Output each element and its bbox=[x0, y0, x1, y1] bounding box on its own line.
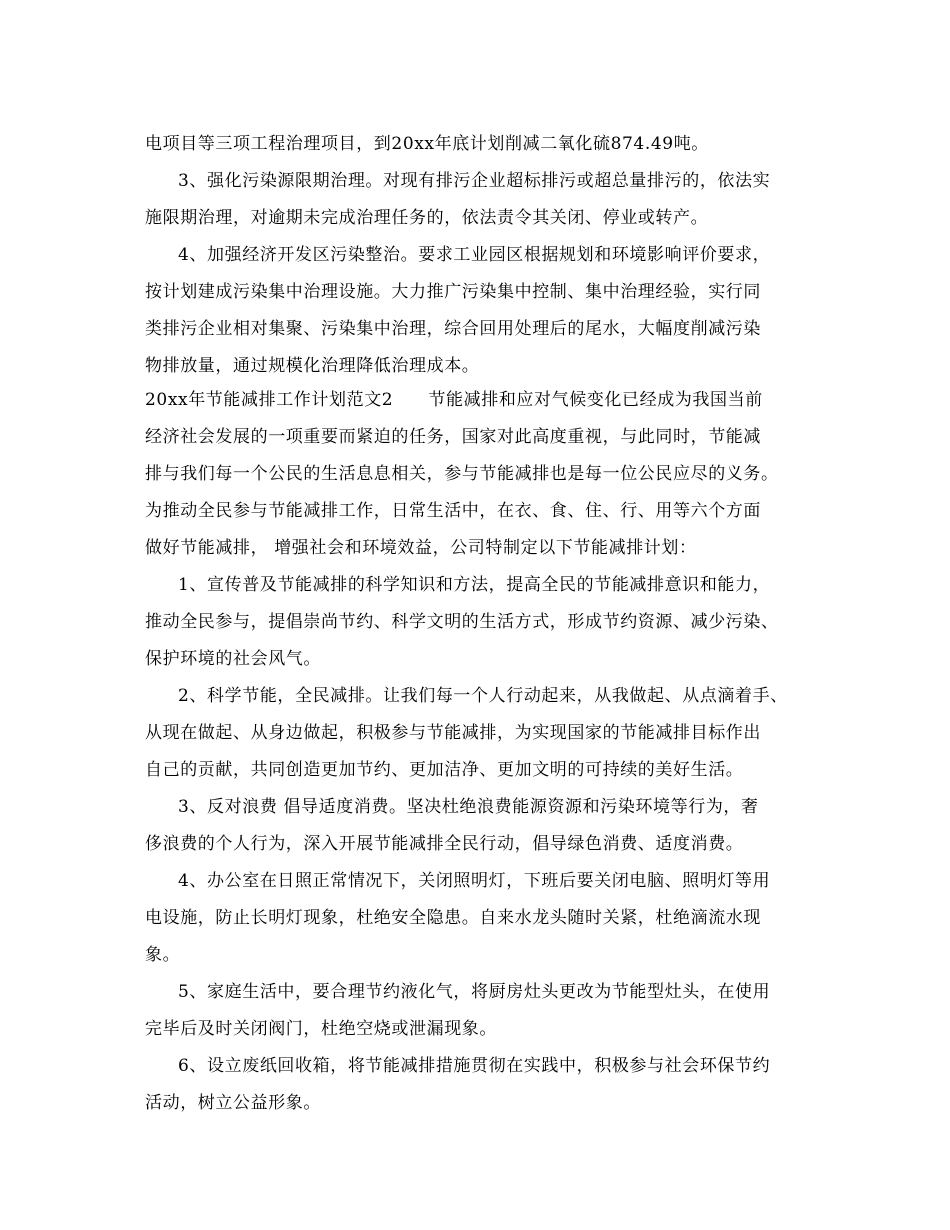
text-line: 为推动全民参与节能减排工作，日常生活中，在衣、食、住、行、用等六个方面 bbox=[145, 501, 761, 521]
text-line: 活动，树立公益形象。 bbox=[145, 1093, 321, 1113]
text-line: 推动全民参与，提倡崇尚节约、科学文明的生活方式，形成节约资源、减少污染、 bbox=[145, 612, 779, 632]
text-line: 排与我们每一个公民的生活息息相关，参与节能减排也是每一位公民应尽的义务。 bbox=[145, 464, 779, 484]
text-line: 1、宣传普及节能减排的科学知识和方法，提高全民的节能减排意识和能力， bbox=[178, 575, 771, 595]
text-line: 3、强化污染源限期治理。对现有排污企业超标排污或超总量排污的，依法实 bbox=[178, 171, 771, 191]
text-line: 类排污企业相对集聚、污染集中治理，综合回用处理后的尾水，大幅度削减污染 bbox=[145, 319, 761, 339]
text-line: 电设施，防止长明灯现象，杜绝安全隐患。自来水龙头随时关紧，杜绝滴流水现 bbox=[145, 908, 761, 928]
text-line: 自己的贡献，共同创造更加节约、更加洁净、更加文明的可持续的美好生活。 bbox=[145, 760, 744, 780]
text-line: 象。 bbox=[145, 945, 181, 965]
text-line: 3、反对浪费 倡导适度消费。坚决杜绝浪费能源资源和污染环境等行为，奢 bbox=[178, 797, 759, 817]
text-line: 施限期治理，对逾期未完成治理任务的，依法责令其关闭、停业或转产。 bbox=[145, 208, 709, 228]
text-line: 按计划建成污染集中治理设施。大力推广污染集中控制、集中治理经验，实行同 bbox=[145, 282, 761, 302]
text-line: 从现在做起、从身边做起，积极参与节能减排，为实现国家的节能减排目标作出 bbox=[145, 723, 761, 743]
text-line: 6、设立废纸回收箱，将节能减排措施贯彻在实践中，积极参与社会环保节约 bbox=[178, 1056, 771, 1076]
text-line: 4、办公室在日照正常情况下，关闭照明灯，下班后要关闭电脑、照明灯等用 bbox=[178, 871, 771, 891]
text-line: 2、科学节能，全民减排。让我们每一个人行动起来，从我做起、从点滴着手、 bbox=[178, 686, 788, 706]
text-line: 做好节能减排， 增强社会和环境效益，公司特制定以下节能减排计划： bbox=[145, 538, 697, 558]
text-line: 保护环境的社会风气。 bbox=[145, 649, 321, 669]
text-line: 经济社会发展的一项重要而紧迫的任务，国家对此高度重视，与此同时，节能减 bbox=[145, 427, 761, 447]
text-line: 完毕后及时关闭阀门，杜绝空烧或泄漏现象。 bbox=[145, 1019, 497, 1039]
text-line: 电项目等三项工程治理项目，到20xx年底计划削减二氧化硫874.49吨。 bbox=[145, 134, 709, 154]
section-heading-line: 20xx年节能减排工作计划范文2 节能减排和应对气候变化已经成为我国当前 bbox=[145, 390, 763, 410]
text-line: 侈浪费的个人行为，深入开展节能减排全民行动，倡导绿色消费、适度消费。 bbox=[145, 834, 744, 854]
text-line: 4、加强经济开发区污染整治。要求工业园区根据规划和环境影响评价要求， bbox=[178, 245, 771, 265]
text-line: 5、家庭生活中，要合理节约液化气，将厨房灶头更改为节能型灶头，在使用 bbox=[178, 982, 771, 1002]
text-line: 物排放量，通过规模化治理降低治理成本。 bbox=[145, 356, 480, 376]
